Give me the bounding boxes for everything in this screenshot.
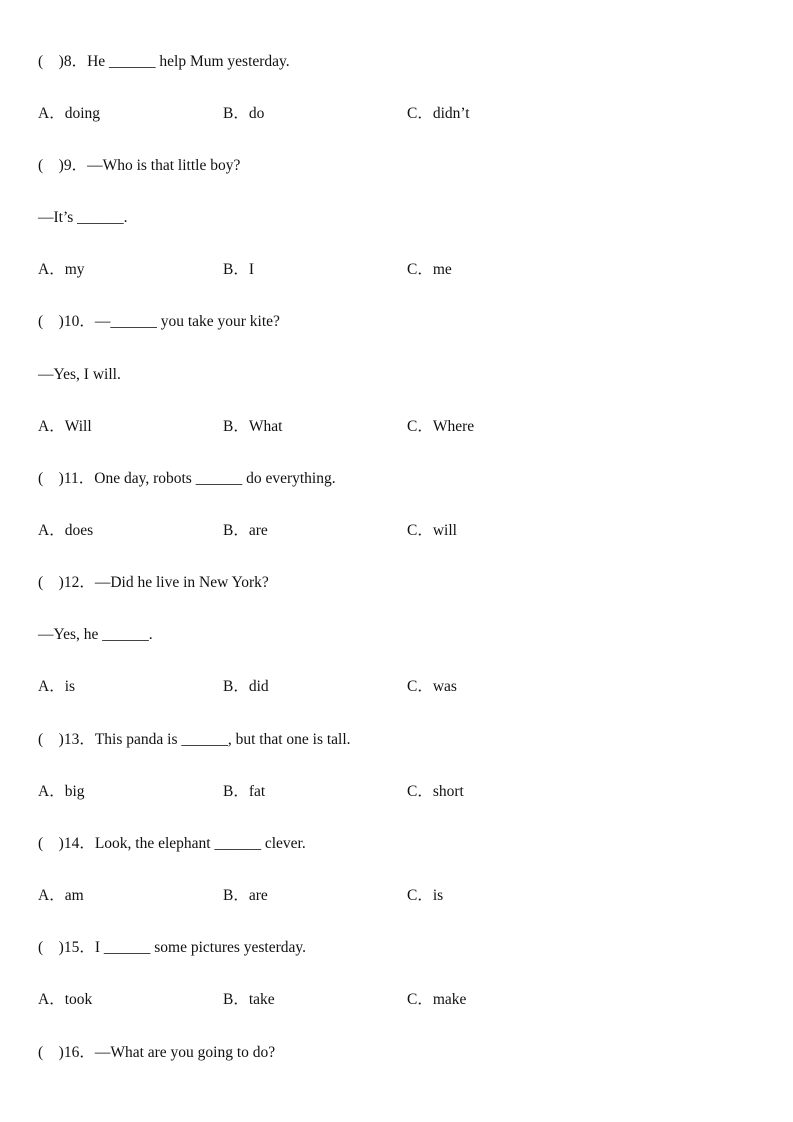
question-16-stem: ( )16．—What are you going to do? [38,1044,276,1061]
question-11-option-a: A．does [38,522,94,539]
question-13-option-a: A．big [38,783,85,800]
question-11-stem: ( )11．One day, robots ______ do everything. [38,470,336,487]
question-12-option-c: C．was [407,678,457,695]
question-9-reply: —It’s ______. [38,209,128,226]
question-8-option-a: A．doing [38,105,101,122]
question-8-option-c: C．didn’t [407,105,470,122]
question-13-stem: ( )13．This panda is ______, but that one is tall. [38,731,351,748]
question-13-option-c: C．short [407,783,464,800]
question-10-stem: ( )10．—______ you take your kite? [38,313,280,330]
question-15-stem: ( )15．I ______ some pictures yesterday. [38,939,307,956]
question-15-option-a: A．took [38,991,93,1008]
question-11-option-b: B．are [223,522,268,539]
question-9-option-c: C．me [407,261,452,278]
question-12-option-a: A．is [38,678,76,695]
question-14-stem: ( )14．Look, the elephant ______ clever. [38,835,306,852]
question-12-option-b: B．did [223,678,269,695]
question-13-option-b: B．fat [223,783,266,800]
question-12-reply: —Yes, he ______. [38,626,153,643]
question-8-option-b: B．do [223,105,265,122]
question-9-stem: ( )9．—Who is that little boy? [38,157,241,174]
question-15-option-b: B．take [223,991,275,1008]
question-12-stem: ( )12．—Did he live in New York? [38,574,269,591]
question-8-stem: ( )8．He ______ help Mum yesterday. [38,53,290,70]
question-9-option-b: B．I [223,261,255,278]
question-14-option-a: A．am [38,887,84,904]
question-11-option-c: C．will [407,522,457,539]
question-15-option-c: C．make [407,991,467,1008]
question-14-option-b: B．are [223,887,268,904]
question-10-option-c: C．Where [407,418,475,435]
question-9-option-a: A．my [38,261,85,278]
question-10-reply: —Yes, I will. [38,366,121,383]
question-10-option-b: B．What [223,418,283,435]
question-10-option-a: A．Will [38,418,92,435]
question-14-option-c: C．is [407,887,444,904]
